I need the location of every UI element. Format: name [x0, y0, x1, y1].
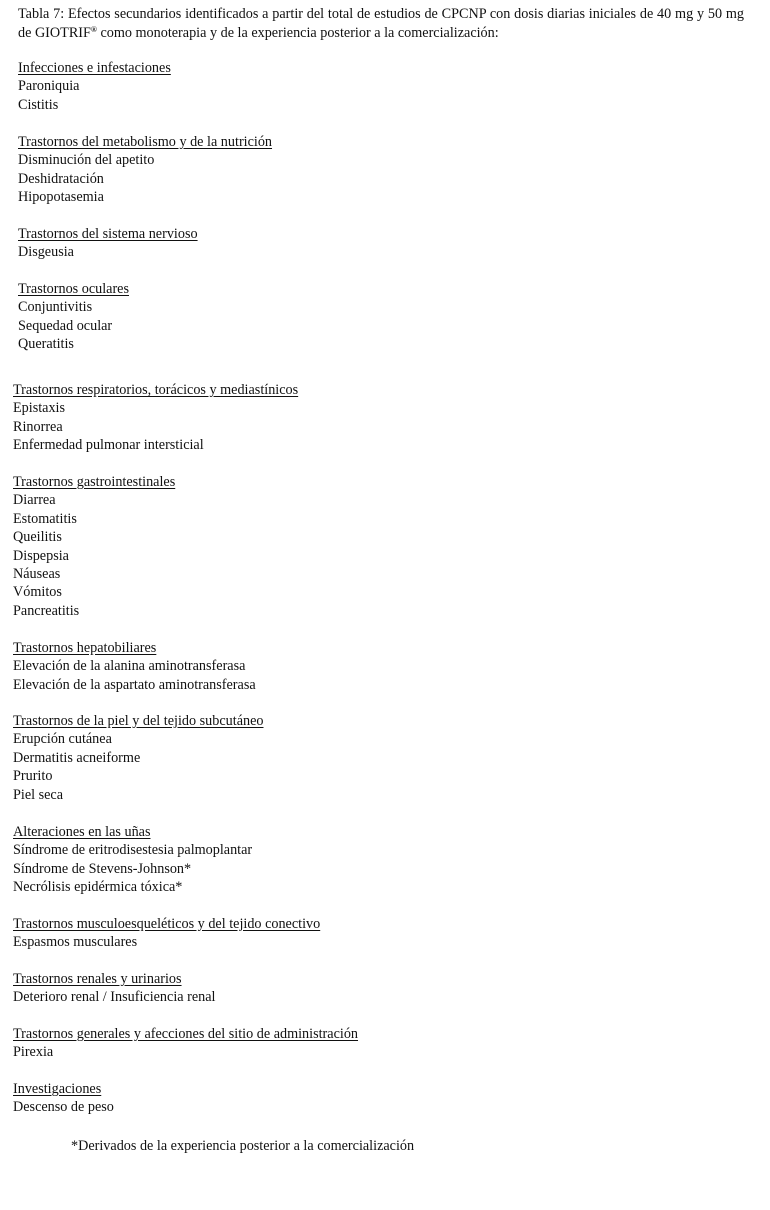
- section-investigaciones: [13, 1080, 114, 1117]
- section-gastrointestinales: [13, 473, 175, 620]
- list-item: Náuseas: [13, 566, 61, 583]
- section-generales: [13, 1025, 358, 1062]
- list-item: Epistaxis: [13, 400, 66, 417]
- list-item: Dispepsia: [13, 547, 69, 564]
- list-item: Descenso de peso: [13, 1099, 114, 1116]
- list-item: Estomatitis: [13, 510, 77, 527]
- section-sistema-nervioso: [18, 225, 198, 262]
- list-item: Disgeusia: [18, 244, 74, 261]
- list-item: Síndrome de Stevens-Johnson*: [13, 860, 192, 877]
- list-item: Cistitis: [18, 96, 59, 113]
- section-unas: [13, 823, 252, 897]
- section-heading: Trastornos del sistema nervioso: [18, 226, 198, 242]
- list-item: Conjuntivitis: [18, 299, 93, 316]
- section-heading: Trastornos de la piel y del tejido subcutáneo: [13, 713, 264, 729]
- section-heading: Trastornos oculares: [18, 281, 129, 297]
- section-heading: Trastornos gastrointestinales: [13, 474, 176, 490]
- list-item: Disminución del apetito: [18, 152, 155, 169]
- list-item: Paroniquia: [18, 78, 80, 95]
- section-musculoesqueleticos: [13, 915, 320, 952]
- list-item: Deterioro renal / Insuficiencia renal: [13, 989, 216, 1006]
- list-item: Diarrea: [13, 492, 56, 509]
- list-item: Queilitis: [13, 529, 62, 546]
- list-item: Piel seca: [13, 786, 64, 803]
- section-renales: [13, 970, 215, 1007]
- section-heading: Investigaciones: [13, 1081, 102, 1097]
- section-infecciones: [18, 59, 171, 114]
- registered-mark: ®: [90, 25, 97, 34]
- section-heading: Trastornos del metabolismo y de la nutrición: [18, 134, 273, 150]
- list-item: Síndrome de eritrodisestesia palmoplantar: [13, 842, 253, 859]
- list-item: Enfermedad pulmonar intersticial: [13, 437, 204, 454]
- list-item: Elevación de la alanina aminotransferasa: [13, 658, 246, 675]
- section-hepatobiliares: [13, 639, 256, 694]
- list-item: Elevación de la aspartato aminotransferasa: [13, 676, 256, 693]
- list-item: Dermatitis acneiforme: [13, 749, 141, 766]
- section-heading: Alteraciones en las uñas: [13, 824, 151, 840]
- list-item: Erupción cutánea: [13, 731, 112, 748]
- list-item: Deshidratación: [18, 170, 104, 187]
- list-item: Vómitos: [13, 584, 62, 601]
- list-item: Hipopotasemia: [18, 189, 104, 206]
- section-heading: Trastornos generales y afecciones del sitio de administración: [13, 1026, 359, 1042]
- caption-text: Tabla 7: Efectos secundarios identificados a partir del total de estudios de CPCNP con dosis diarias iniciales de 40 mg y 50 mg de GIOTRIF: [18, 6, 744, 41]
- section-heading: Infecciones e infestaciones: [18, 60, 171, 76]
- table-caption: [18, 5, 744, 43]
- footnote: *Derivados de la experiencia posterior a la comercialización: [71, 1138, 415, 1154]
- section-heading: Trastornos musculoesqueléticos y del tejido conectivo: [13, 916, 321, 932]
- section-heading: Trastornos hepatobiliares: [13, 640, 157, 656]
- list-item: Pancreatitis: [13, 602, 80, 619]
- list-item: Prurito: [13, 768, 53, 785]
- section-heading: Trastornos respiratorios, torácicos y mediastínicos: [13, 382, 299, 398]
- list-item: Sequedad ocular: [18, 317, 113, 334]
- section-piel: [13, 712, 263, 804]
- caption-text-end: como monoterapia y de la experiencia posterior a la comercialización:: [96, 25, 499, 41]
- list-item: Necrólisis epidérmica tóxica*: [13, 879, 183, 896]
- section-oculares: [18, 280, 129, 354]
- list-item: Pirexia: [13, 1044, 54, 1061]
- section-metabolismo: [18, 133, 272, 207]
- list-item: Queratitis: [18, 336, 74, 353]
- section-heading: Trastornos renales y urinarios: [13, 971, 182, 987]
- list-item: Espasmos musculares: [13, 934, 138, 951]
- section-respiratorios: [13, 381, 298, 455]
- list-item: Rinorrea: [13, 418, 63, 435]
